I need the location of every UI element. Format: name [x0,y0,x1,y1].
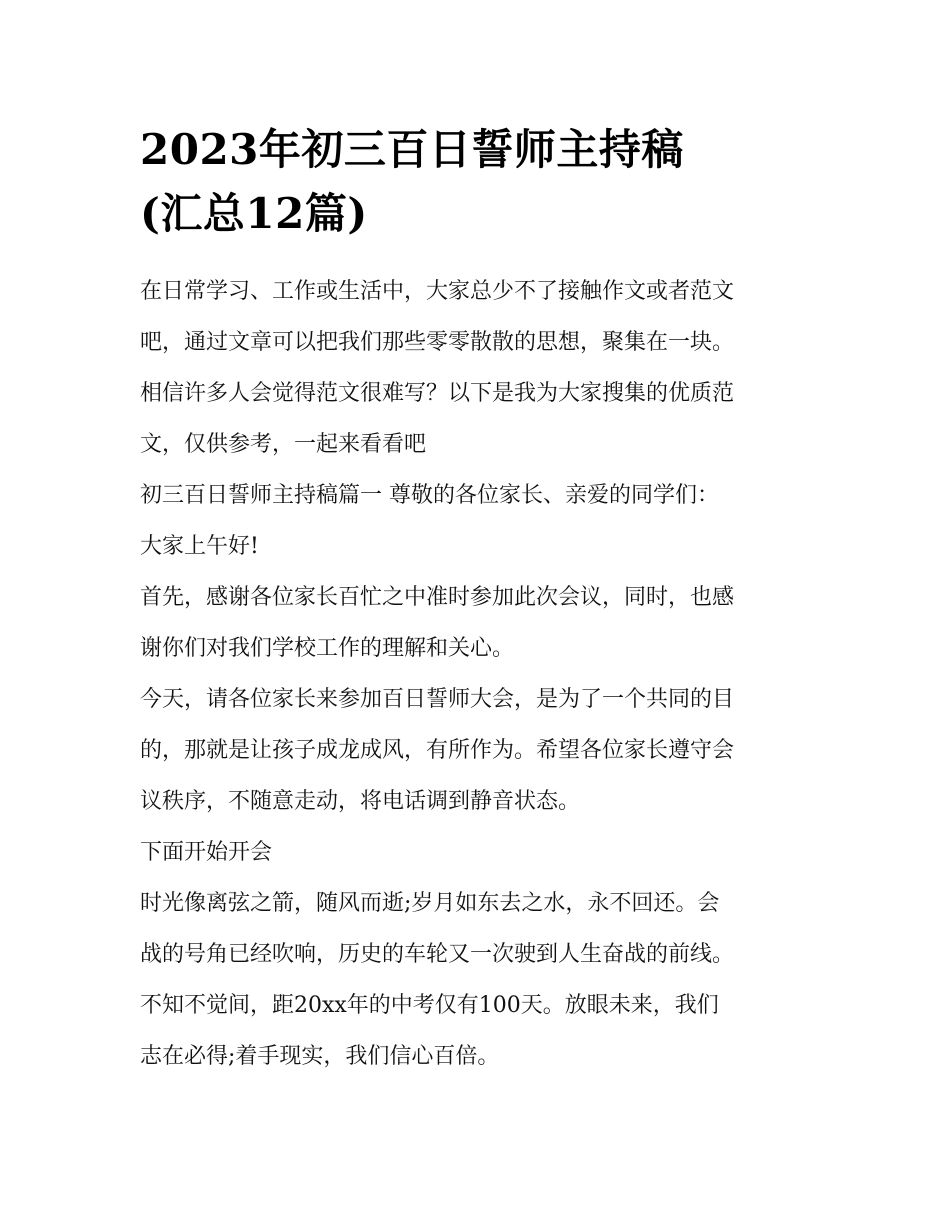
paragraph-line: 文，仅供参考，一起来看看吧 [140,432,427,457]
paragraph-line: 今天，请各位家长来参加百日誓师大会，是为了一个共同的目 [140,687,735,712]
document-content [140,118,812,1082]
paragraph-line: 初三百日誓师主持稿篇一 尊敬的各位家长、亲爱的同学们： [140,483,719,508]
title-line-2: (汇总12篇) [140,189,368,238]
paragraph-line: 的，那就是让孩子成龙成风，有所作为。希望各位家长遵守会 [140,738,735,763]
paragraph-line: 在日常学习、工作或生活中，大家总少不了接触作文或者范文 [140,279,735,304]
paragraph-line: 下面开始开会 [140,840,273,865]
paragraph-line: 战的号角已经吹响，历史的车轮又一次驶到人生奋战的前线。 [140,942,735,967]
paragraph-line: 相信许多人会觉得范文很难写？以下是我为大家搜集的优质范 [140,381,735,406]
paragraph-line: 首先，感谢各位家长百忙之中准时参加此次会议，同时，也感 [140,585,735,610]
paragraph-line: 谢你们对我们学校工作的理解和关心。 [140,636,515,661]
paragraph-line: 吧，通过文章可以把我们那些零零散散的思想，聚集在一块。 [140,330,735,355]
paragraph-line: 志在必得;着手现实，我们信心百倍。 [140,1044,500,1069]
paragraph-line: 时光像离弦之箭，随风而逝;岁月如东去之水，永不回还。会 [140,891,720,916]
paragraph-line: 不知不觉间，距20xx年的中考仅有100天。放眼未来，我们 [140,993,719,1018]
title-line-1: 2023年初三百日誓师主持稿 [140,125,684,174]
document-body [140,266,812,1082]
document-title [140,118,812,246]
paragraph-line: 议秩序，不随意走动，将电话调到静音状态。 [140,789,581,814]
paragraph-line: 大家上午好! [140,534,259,559]
